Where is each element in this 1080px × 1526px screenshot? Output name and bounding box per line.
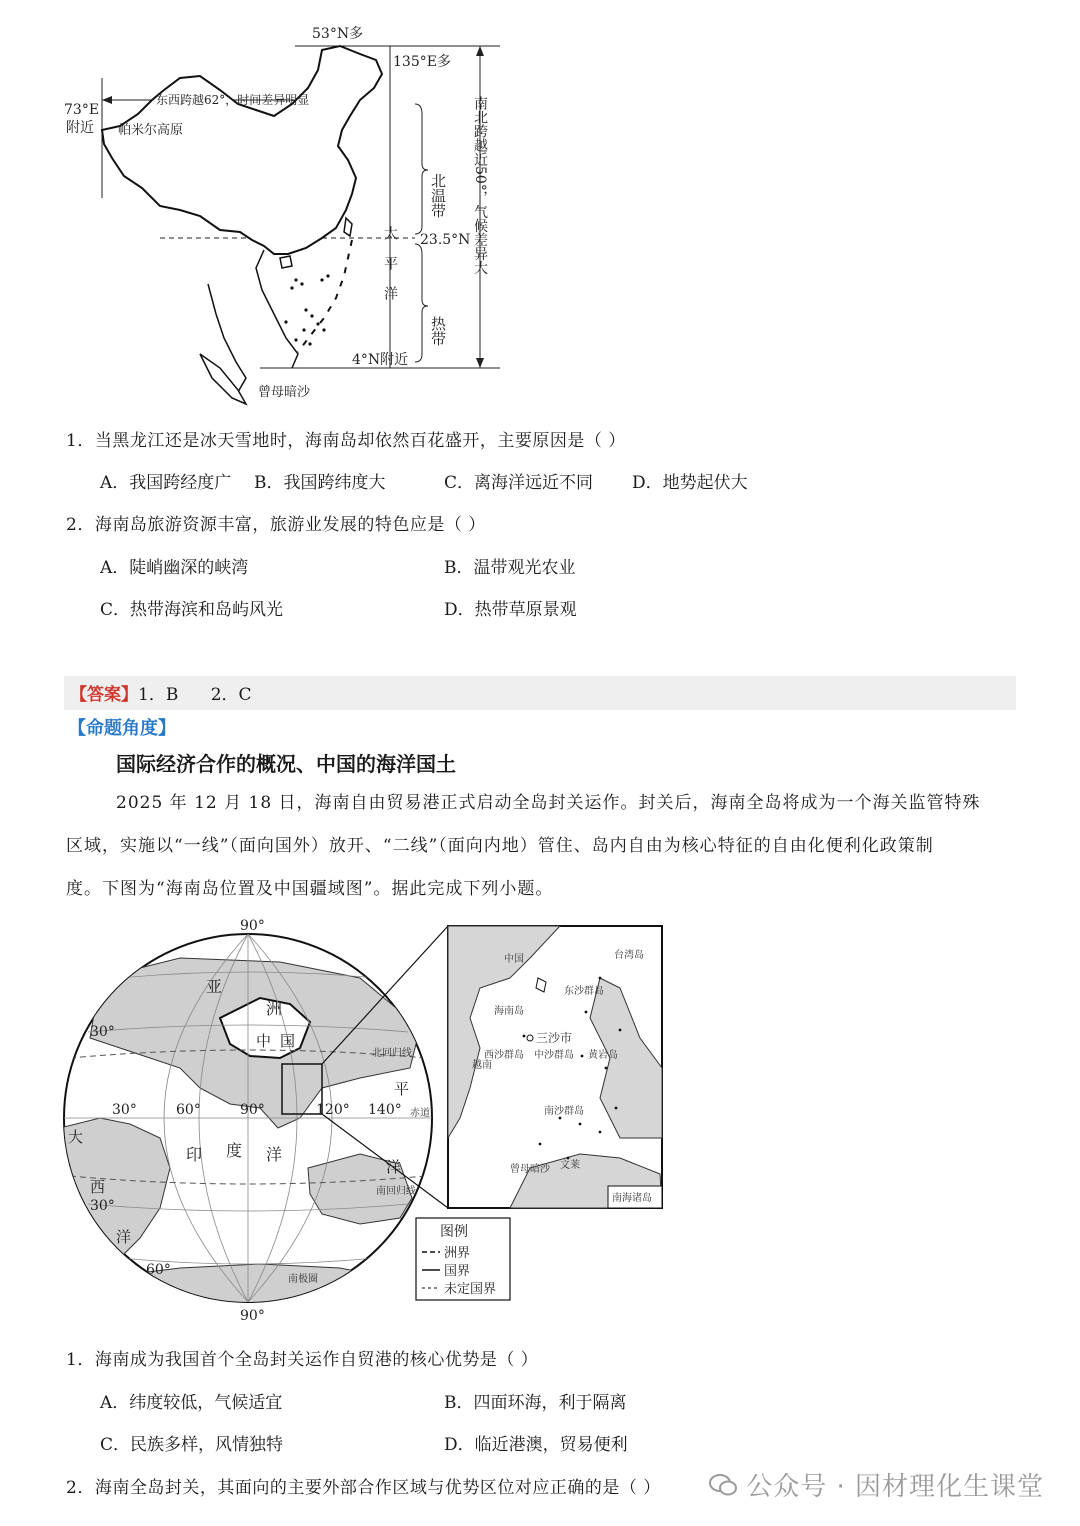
- q3-option-b[interactable]: B．四面环海，利于隔离: [444, 1393, 627, 1413]
- label-73e: 73°E: [64, 102, 100, 118]
- section-title: 【命题角度】: [68, 718, 176, 739]
- topic-heading: 国际经济合作的概况、中国的海洋国土: [116, 752, 456, 776]
- q3-option-c[interactable]: C．民族多样，风情独特: [100, 1435, 284, 1455]
- label-pacific: 太平洋: [382, 226, 398, 316]
- inset-label-zengmu: 曾母暗沙: [510, 1164, 550, 1175]
- inset-label-xisha: 西沙群岛: [484, 1050, 524, 1061]
- label-ns-span: 南北跨越近50°，气候差异大: [472, 96, 488, 275]
- answer-tag: 【答案】: [70, 685, 138, 705]
- legend-title: 图例: [440, 1224, 468, 1240]
- label-lon-140: 140°: [368, 1102, 402, 1118]
- label-lon-120: 120°: [316, 1102, 350, 1118]
- q3-option-d[interactable]: D．临近港澳，贸易便利: [444, 1435, 628, 1455]
- label-atlantic-2: 西: [90, 1178, 106, 1196]
- label-lon-60: 60°: [176, 1102, 201, 1118]
- inset-label-hainan: 海南岛: [494, 1006, 524, 1017]
- label-asia-2: 洲: [266, 999, 283, 1018]
- legend-continent: 洲界: [444, 1246, 471, 1261]
- q2-option-c[interactable]: C．热带海滨和岛屿风光: [100, 600, 284, 620]
- inset-label-vietnam: 越南: [472, 1060, 492, 1071]
- label-antarctic-circle: 南极圈: [288, 1274, 318, 1285]
- label-lon-30: 30°: [112, 1102, 137, 1118]
- label-tropic: 23.5°N: [420, 232, 471, 248]
- label-pacific-2: 洋: [386, 1158, 402, 1176]
- label-indian-2: 度: [226, 1141, 243, 1160]
- paragraph-line-3: 度。下图为“海南岛位置及中国疆域图”。据此完成下列小题。: [66, 879, 554, 899]
- q2-option-a[interactable]: A．陡峭幽深的峡湾: [100, 558, 249, 578]
- question-2-stem: 2．海南岛旅游资源丰富，旅游业发展的特色应是（ ）: [66, 515, 486, 535]
- watermark: [708, 1466, 1044, 1503]
- legend-undefined: 未定国界: [444, 1282, 497, 1297]
- inset-label-china: 中国: [504, 954, 524, 965]
- label-90s: 90°: [240, 1308, 265, 1324]
- answer-line: [70, 680, 252, 705]
- watermark-text: 公众号 · 因材理化生课堂: [746, 1472, 1044, 1502]
- label-atlantic-3: 洋: [116, 1228, 132, 1246]
- inset-label-sansha: 三沙市: [536, 1031, 573, 1045]
- label-atlantic-1: 大: [68, 1128, 84, 1146]
- q2-option-b[interactable]: B．温带观光农业: [444, 558, 576, 578]
- island-dots: [284, 274, 329, 345]
- label-135e: 135°E多: [393, 54, 451, 70]
- label-ew-span: 东西跨越62°，时间差异明显: [156, 93, 310, 107]
- label-53n: 53°N多: [312, 26, 364, 42]
- label-equator: 赤道: [410, 1108, 430, 1119]
- inset-label-dongsha: 东沙群岛: [564, 986, 604, 997]
- inset-label-zhongsha: 中沙群岛: [534, 1050, 574, 1061]
- label-tropic-cancer: 北回归线: [372, 1048, 412, 1059]
- label-indian-1: 印: [186, 1145, 203, 1164]
- label-north-temperate: 北温带: [429, 173, 447, 218]
- question-3-stem: 1．海南成为我国首个全岛封关运作自贸港的核心优势是（ ）: [66, 1350, 539, 1370]
- label-4n: 4°N附近: [352, 352, 409, 368]
- paragraph-line-2: 区域，实施以“一线”（面向国外）放开、“二线”（面向内地）管住、岛内自由为核心特征的自由化便利化政策制: [66, 836, 934, 856]
- q3-option-a[interactable]: A．纬度较低，气候适宜: [100, 1393, 283, 1413]
- wechat-icon: [708, 1472, 738, 1498]
- china-outline: [102, 46, 382, 254]
- legend-border: 国界: [444, 1264, 471, 1279]
- label-60s: 60°: [146, 1262, 171, 1278]
- label-tropic-capricorn: 南回归线: [376, 1186, 416, 1197]
- question-1-stem: 1．当黑龙江还是冰天雪地时，海南岛却依然百花盛开，主要原因是（ ）: [66, 431, 626, 451]
- label-30n: 30°: [90, 1024, 115, 1040]
- paragraph-line-1: 2025 年 12 月 18 日，海南自由贸易港正式启动全岛封关运作。封关后，海南全岛将成为一个海关监管特殊: [116, 793, 981, 813]
- inset-label-huangyan: 黄岩岛: [588, 1050, 618, 1061]
- q1-option-b[interactable]: B．我国跨纬度大: [254, 473, 386, 493]
- label-indian-3: 洋: [266, 1145, 283, 1164]
- label-pacific-1: 平: [394, 1080, 410, 1098]
- q2-option-d[interactable]: D．热带草原景观: [444, 600, 577, 620]
- label-tropical: 热带: [429, 316, 447, 346]
- q1-option-a[interactable]: A．我国跨经度广: [100, 473, 232, 493]
- inset-label-nansha: 南沙群岛: [544, 1106, 584, 1117]
- label-pamir: 帕米尔高原: [118, 123, 184, 138]
- label-lon-90: 90°: [240, 1102, 265, 1118]
- inset-label-nanhai: 南海诸岛: [612, 1193, 652, 1204]
- inset-label-wenlai: 文莱: [560, 1160, 580, 1171]
- q1-option-c[interactable]: C．离海洋远近不同: [444, 473, 594, 493]
- label-china-1: 中: [256, 1032, 272, 1050]
- question-4-stem: 2．海南全岛封关，其面向的主要外部合作区域与优势区位对应正确的是（ ）: [66, 1478, 661, 1498]
- china-extent-map: [60, 18, 520, 410]
- label-90n: 90°: [240, 918, 265, 934]
- inset-label-taiwan: 台湾岛: [614, 950, 644, 961]
- q1-option-d[interactable]: D．地势起伏大: [632, 473, 748, 493]
- intro-paragraph: [66, 782, 1026, 911]
- label-73e-note: 附近: [66, 120, 94, 136]
- label-china-2: 国: [280, 1032, 296, 1050]
- label-zengmu: 曾母暗沙: [258, 385, 311, 400]
- answer-text: 1．B 2．C: [138, 685, 252, 705]
- label-asia-1: 亚: [206, 977, 223, 996]
- hainan-location-map: [60, 918, 680, 1324]
- label-30s: 30°: [90, 1198, 115, 1214]
